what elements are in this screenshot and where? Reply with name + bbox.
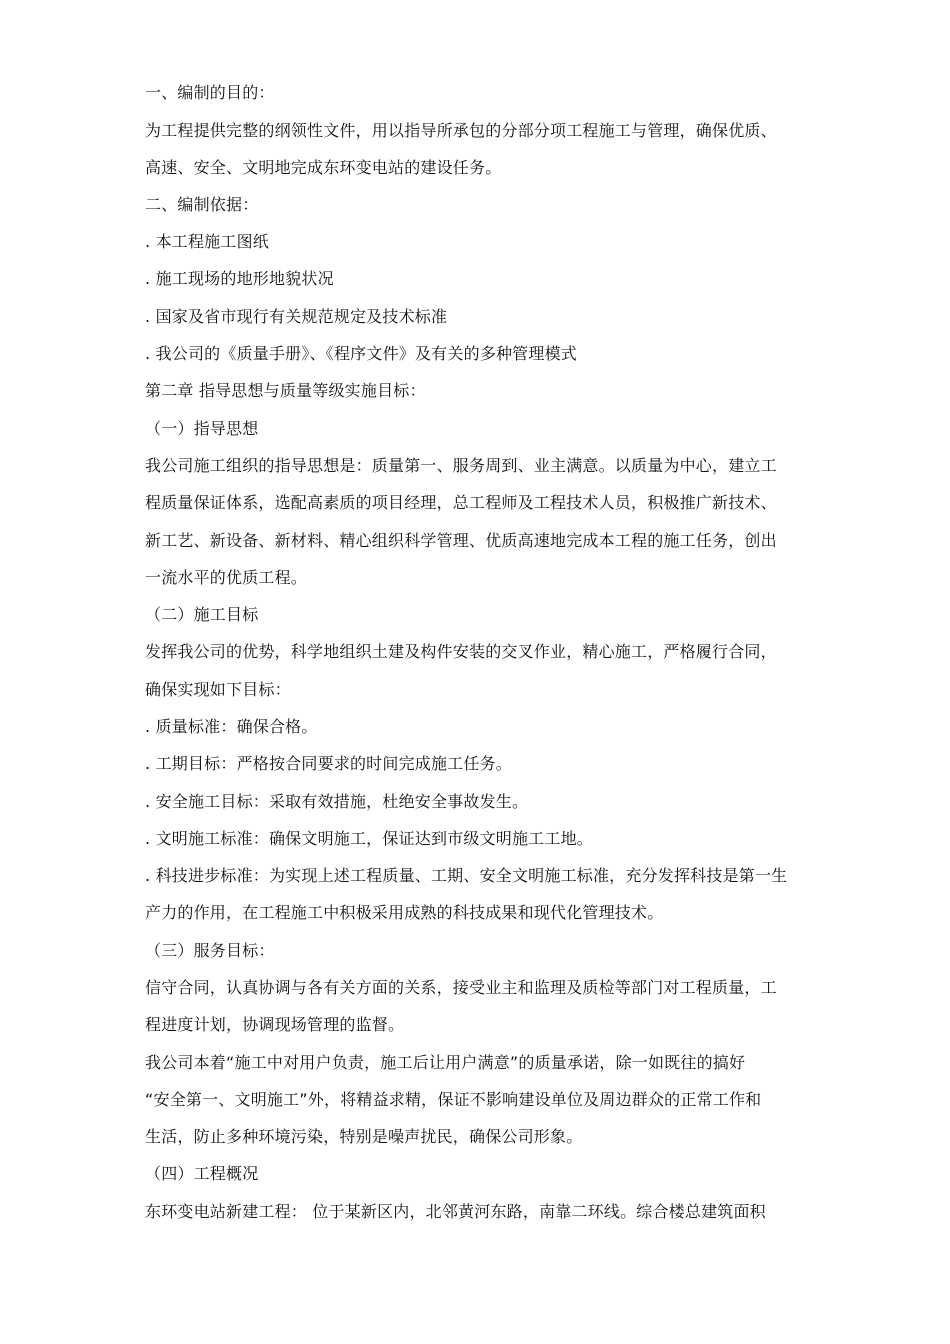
list-item: . 本工程施工图纸 bbox=[145, 232, 269, 251]
subsection-heading-service-goals: （三）服务目标： bbox=[145, 941, 275, 960]
body-text-line: 东环变电站新建工程： 位于某新区内，北邻黄河东路，南靠二环线。综合楼总建筑面积 bbox=[145, 1202, 766, 1221]
list-item: . 施工现场的地形地貌状况 bbox=[145, 269, 334, 288]
list-item: . 质量标准：确保合格。 bbox=[145, 717, 318, 736]
body-text-line: 为工程提供完整的纲领性文件，用以指导所承包的分部分项工程施工与管理，确保优质、 bbox=[145, 121, 777, 140]
body-text-line: 信守合同，认真协调与各有关方面的关系，接受业主和监理及质检等部门对工程质量，工 bbox=[145, 978, 777, 997]
list-item: . 工期目标：严格按合同要求的时间完成施工任务。 bbox=[145, 754, 512, 773]
body-text-line: 高速、安全、文明地完成东环变电站的建设任务。 bbox=[145, 158, 502, 177]
body-text-line: 发挥我公司的优势，科学地组织土建及构件安装的交叉作业，精心施工，严格履行合同， bbox=[145, 642, 777, 661]
body-text-line: 程进度计划，协调现场管理的监督。 bbox=[145, 1015, 405, 1034]
list-item: . 文明施工标准：确保文明施工，保证达到市级文明施工工地。 bbox=[145, 829, 593, 848]
section-heading-basis: 二、编制依据： bbox=[145, 195, 259, 214]
body-text-line: 产力的作用，在工程施工中积极采用成熟的科技成果和现代化管理技术。 bbox=[145, 903, 664, 922]
subsection-heading-construction-goals: （二）施工目标 bbox=[145, 605, 259, 624]
body-text-line: 生活，防止多种环境污染，特别是噪声扰民，确保公司形象。 bbox=[145, 1127, 583, 1146]
list-item: . 科技进步标准：为实现上述工程质量、工期、安全文明施工标准，充分发挥科技是第一生 bbox=[145, 866, 788, 885]
body-text-line: 确保实现如下目标： bbox=[145, 680, 291, 699]
body-text-line: 一流水平的优质工程。 bbox=[145, 568, 308, 587]
section-heading-purpose: 一、编制的目的： bbox=[145, 83, 275, 102]
body-text-line: 我公司本着“施工中对用户负责，施工后让用户满意”的质量承诺，除一如既往的搞好 bbox=[145, 1053, 746, 1072]
body-text-line: “安全第一、文明施工”外，将精益求精，保证不影响建设单位及周边群众的正常工作和 bbox=[145, 1090, 762, 1109]
chapter-heading: 第二章 指导思想与质量等级实施目标： bbox=[145, 381, 426, 400]
body-text-line: 我公司施工组织的指导思想是：质量第一、服务周到、业主满意。以质量为中心，建立工 bbox=[145, 456, 777, 475]
list-item: . 安全施工目标：采取有效措施，杜绝安全事故发生。 bbox=[145, 792, 529, 811]
subsection-heading-guiding-thought: （一）指导思想 bbox=[145, 419, 259, 438]
body-text-line: 新工艺、新设备、新材料、精心组织科学管理、优质高速地完成本工程的施工任务，创出 bbox=[145, 531, 777, 550]
body-text-line: 程质量保证体系，选配高素质的项目经理，总工程师及工程技术人员，积极推广新技术、 bbox=[145, 493, 777, 512]
list-item: . 国家及省市现行有关规范规定及技术标准 bbox=[145, 307, 448, 326]
subsection-heading-project-overview: （四）工程概况 bbox=[145, 1164, 259, 1183]
list-item: . 我公司的《质量手册》、《程序文件》及有关的多种管理模式 bbox=[145, 344, 577, 363]
